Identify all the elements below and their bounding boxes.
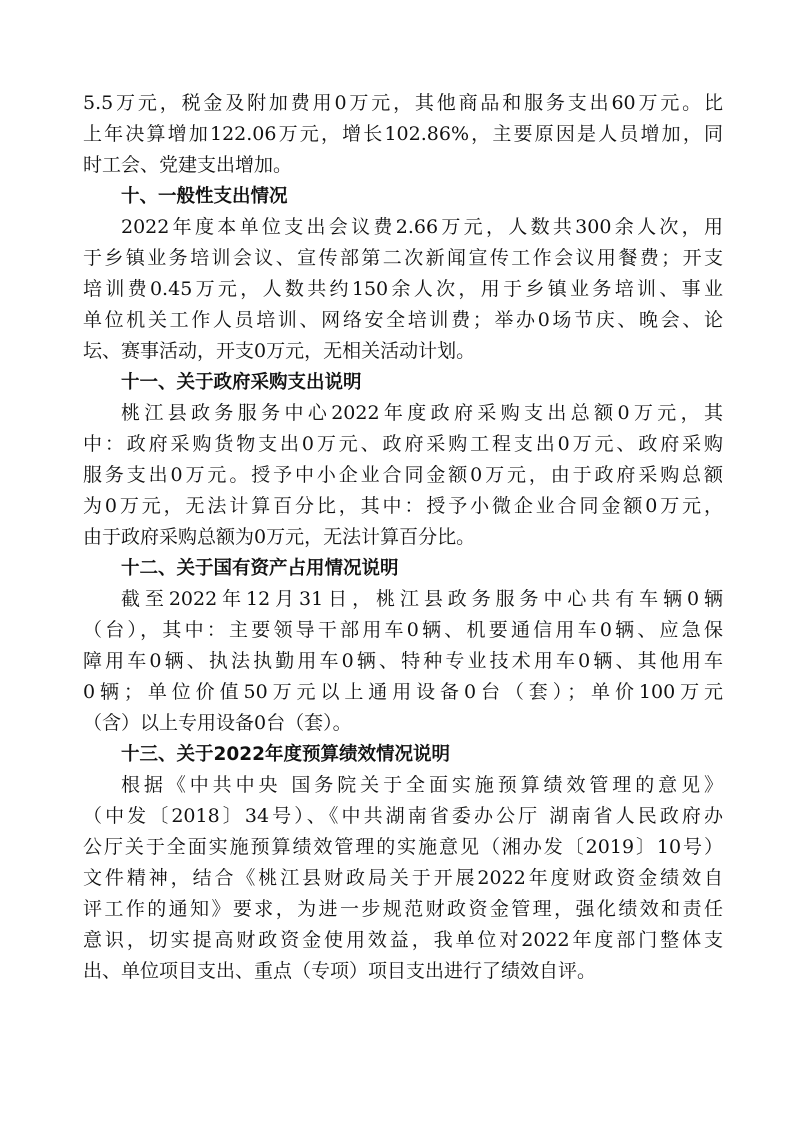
paragraph-line: 公厅关于全面实施预算绩效管理的实施意见（湘办发〔2019〕10号） bbox=[83, 836, 723, 858]
paragraph-line: 单位机关工作人员培训、网络安全培训费；举办0场节庆、晚会、论 bbox=[83, 309, 723, 331]
paragraph-line: 服务支出0万元。授予中小企业合同金额0万元，由于政府采购总额 bbox=[83, 464, 723, 486]
paragraph-line: 截至2022年12月31日，桃江县政务服务中心共有车辆0辆 bbox=[121, 588, 723, 610]
paragraph-line: 桃江县政务服务中心2022年度政府采购支出总额0万元，其 bbox=[121, 402, 723, 424]
paragraph-line: 2022年度本单位支出会议费2.66万元，人数共300余人次，用 bbox=[121, 216, 723, 238]
document-body bbox=[83, 88, 723, 987]
paragraph-line: 障用车0辆、执法执勤用车0辆、特种专业技术用车0辆、其他用车 bbox=[83, 650, 723, 672]
paragraph-line: 中：政府采购货物支出0万元、政府采购工程支出0万元、政府采购 bbox=[83, 433, 723, 455]
paragraph-line: 培训费0.45万元，人数共约150余人次，用于乡镇业务培训、事业 bbox=[83, 278, 723, 300]
paragraph-line: 5.5万元，税金及附加费用0万元，其他商品和服务支出60万元。比 bbox=[83, 92, 723, 114]
section-heading-10: 十、一般性支出情况 bbox=[121, 186, 288, 207]
paragraph-line: 由于政府采购总额为0万元，无法计算百分比。 bbox=[83, 526, 476, 548]
paragraph-line: （中发〔2018〕34号）、《中共湖南省委办公厅 湖南省人民政府办 bbox=[83, 805, 723, 827]
paragraph-line: 0辆；单位价值50万元以上通用设备0台（套）；单价100万元 bbox=[83, 681, 723, 703]
paragraph-line: 于乡镇业务培训会议、宣传部第二次新闻宣传工作会议用餐费；开支 bbox=[83, 247, 723, 269]
paragraph-line: 出、单位项目支出、重点（专项）项目支出进行了绩效自评。 bbox=[83, 960, 597, 982]
section-heading-13: 十三、关于2022年度预算绩效情况说明 bbox=[121, 744, 450, 765]
section-heading-12: 十二、关于国有资产占用情况说明 bbox=[121, 558, 399, 579]
paragraph-line: （台），其中：主要领导干部用车0辆、机要通信用车0辆、应急保 bbox=[83, 619, 723, 641]
paragraph-line: 上年决算增加122.06万元，增长102.86%，主要原因是人员增加，同 bbox=[83, 123, 723, 145]
paragraph-line: 为0万元，无法计算百分比，其中：授予小微企业合同金额0万元， bbox=[83, 495, 723, 517]
paragraph-line: 意识，切实提高财政资金使用效益，我单位对2022年度部门整体支 bbox=[83, 929, 723, 951]
paragraph-line: （含）以上专用设备0台（套）。 bbox=[83, 712, 352, 734]
paragraph-line: 时工会、党建支出增加。 bbox=[83, 154, 293, 176]
paragraph-line: 坛、赛事活动，开支0万元，无相关活动计划。 bbox=[83, 340, 476, 362]
paragraph-line: 文件精神，结合《桃江县财政局关于开展2022年度财政资金绩效自 bbox=[83, 867, 723, 889]
section-heading-11: 十一、关于政府采购支出说明 bbox=[121, 372, 362, 393]
paragraph-line: 评工作的通知》要求，为进一步规范财政资金管理，强化绩效和责任 bbox=[83, 898, 723, 920]
paragraph-line: 根据《中共中央 国务院关于全面实施预算绩效管理的意见》 bbox=[121, 774, 723, 796]
